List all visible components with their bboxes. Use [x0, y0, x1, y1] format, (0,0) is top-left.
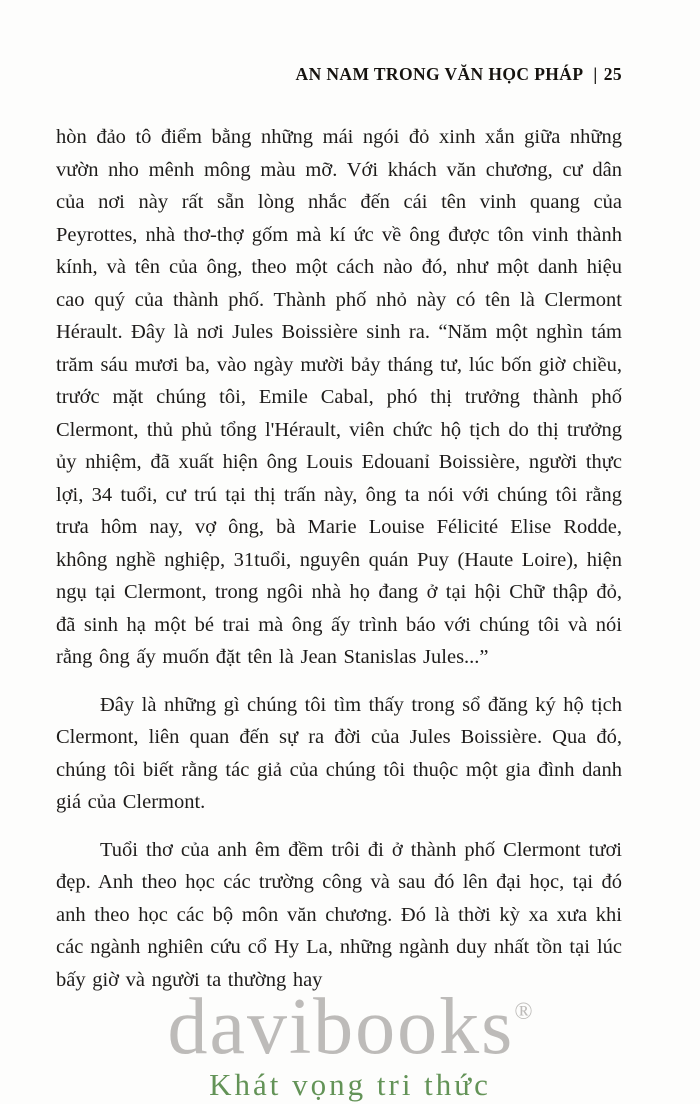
paragraph: Đây là những gì chúng tôi tìm thấy trong sổ đăng ký hộ tịch Clermont, liên quan đến sự ra đời của Jules Boissière. Qua đó, chúng tôi biết rằng tác giả của chúng tôi thuộc một gia đình danh giá của Clermont.: [56, 693, 622, 813]
text-column: [56, 0, 622, 1011]
header-separator: |: [593, 64, 598, 84]
watermark-brand: davibooks: [167, 983, 515, 1071]
paragraph: Tuổi thơ của anh êm đềm trôi đi ở thành phố Clermont tươi đẹp. Anh theo học các trường công và sau đó lên đại học, tại đó anh theo học các bộ môn văn chương. Đó là thời kỳ xa xưa khi các ngành nghiên cứu cổ Hy La, những ngành duy nhất tồn tại lúc bấy giờ và người ta thường hay: [56, 838, 622, 991]
running-header: [56, 64, 622, 85]
watermark-slogan: Khát vọng tri thức: [209, 1067, 491, 1102]
paragraph: hòn đảo tô điểm bằng những mái ngói đỏ xinh xắn giữa những vườn nho mênh mông màu mỡ. Với khách văn chương, cư dân của nơi này rất sẵn lòng nhắc đến cái tên vinh quang của Peyrottes, nhà thơ-thợ gốm mà kí ức về ông được tôn vinh thành kính, và tên của ông, theo một cách nào đó, như một danh hiệu cao quý của thành phố. Thành phố nhỏ này có tên là Clermont Hérault. Đây là nơi Jules Boissière sinh ra. “Năm một nghìn tám trăm sáu mươi ba, vào ngày mười bảy tháng tư, lúc bốn giờ chiều, trước mặt chúng tôi, Emile Cabal, phó thị trưởng thành phố Clermont, thủ phủ tổng l'Hérault, viên chức hộ tịch do thị trưởng ủy nhiệm, đã xuất hiện ông Louis Edouanỉ Boissière, người thực lợi, 34 tuổi, cư trú tại thị trấn này, ông ta nói với chúng tôi rằng trưa hôm nay, vợ ông, bà Marie Louise Félicité Elise Rodde, không nghề nghiệp, 31tuổi, nguyên quán Puy (Haute Loire), hiện ngụ tại Clermont, trong ngôi nhà họ đang ở tại hội Chữ thập đỏ, đã sinh hạ một bé trai mà ông ấy trình báo với chúng tôi và nói rằng ông ấy muốn đặt tên là Jean Stanislas Jules...”: [56, 126, 622, 668]
chapter-title: AN NAM TRONG VĂN HỌC PHÁP: [295, 64, 584, 84]
page-number: 25: [603, 64, 622, 84]
registered-mark-icon: ®: [514, 999, 533, 1025]
body-text: [56, 121, 622, 996]
